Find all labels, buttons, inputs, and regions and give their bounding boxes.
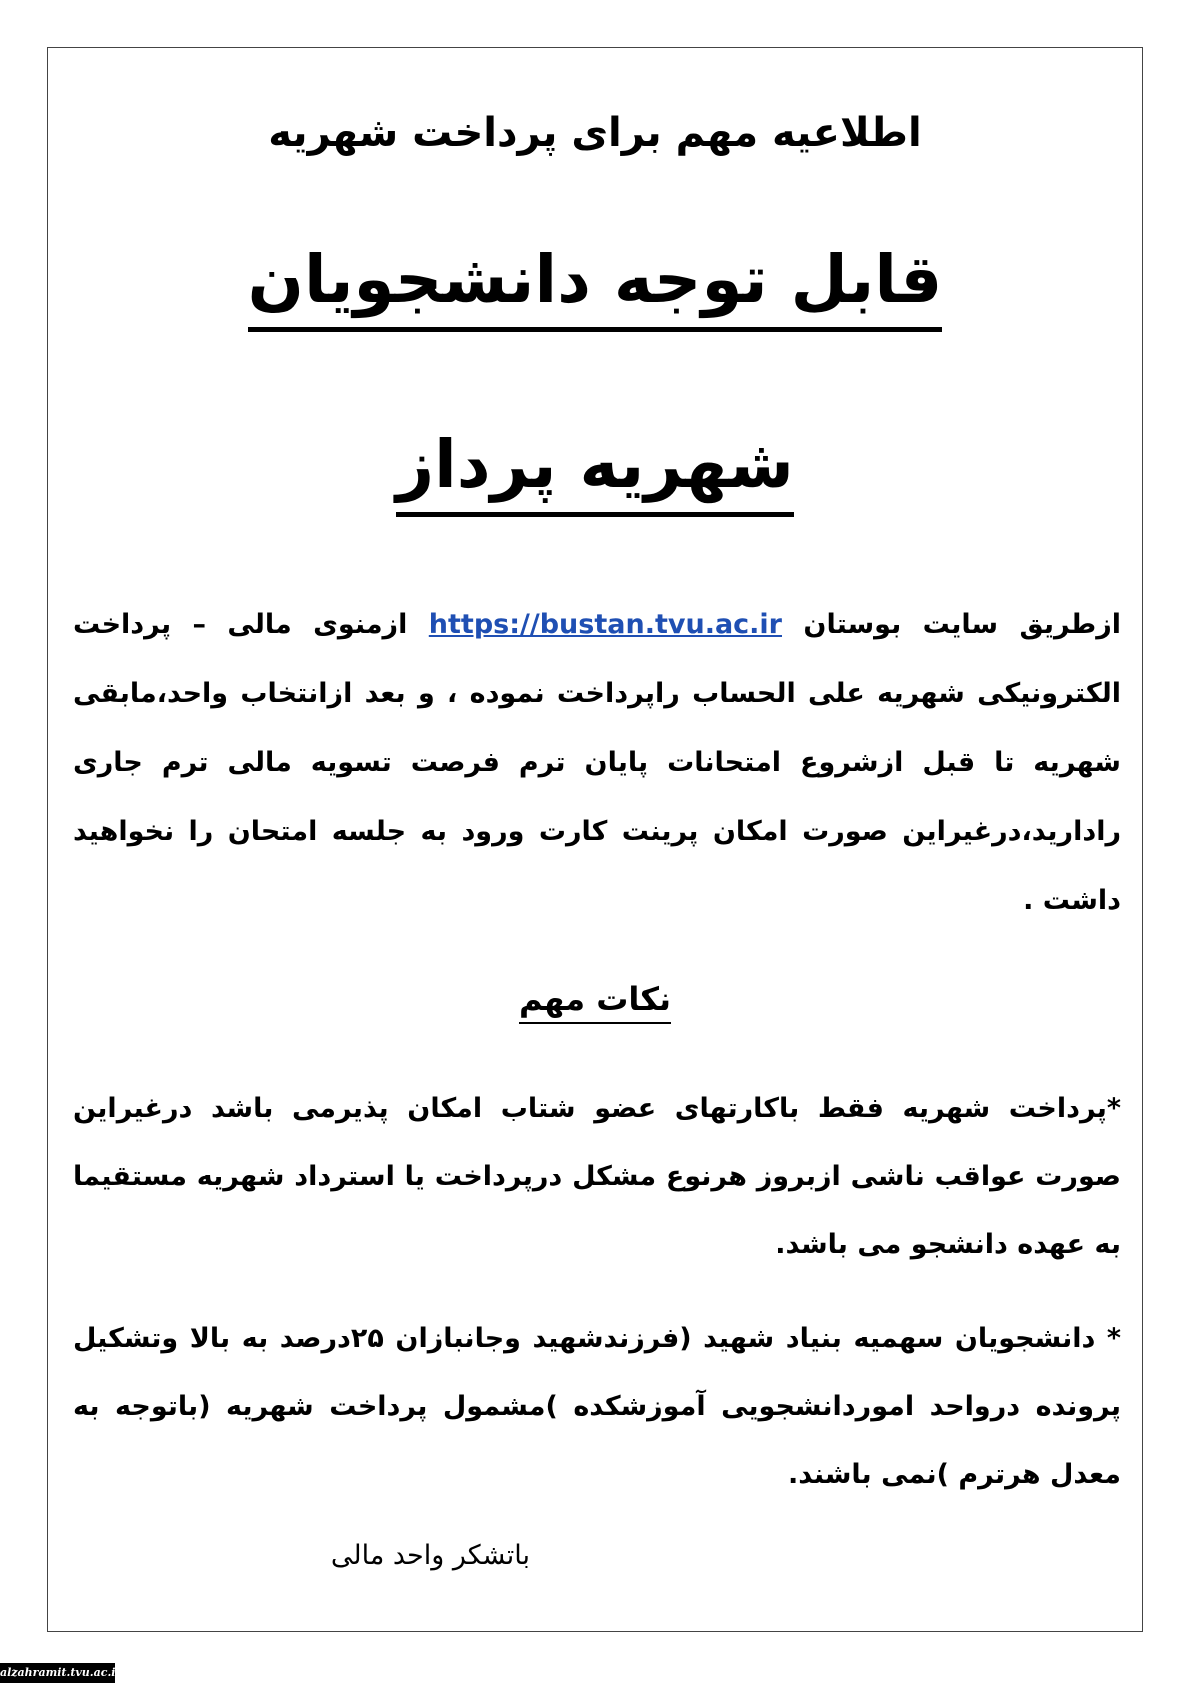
important-point-1: *پرداخت شهریه فقط باکارتهای عضو شتاب امکان پذیرمی باشد درغیراین صورت عواقب ناشی ازبروز هرنوع مشکل درپرداخت یا استرداد شهریه مستقیما به عهده دانشجو می باشد. bbox=[73, 1093, 1121, 1260]
attention-heading-text: قابل توجه دانشجویان bbox=[248, 240, 943, 332]
site-watermark: alzahramit.tvu.ac.ir bbox=[0, 1663, 115, 1683]
important-points-title-text: نکات مهم bbox=[519, 980, 671, 1024]
important-points-title bbox=[0, 980, 1190, 1024]
instructions-intro: ازطریق سایت بوستان bbox=[782, 609, 1121, 640]
signature: باتشکر واحد مالی bbox=[330, 1540, 530, 1571]
important-point-2: * دانشجویان سهمیه بنیاد شهید (فرزندشهید وجانبازان ۲۵درصد به بالا وتشکیل پرونده درواحد اموردانشجویی آموزشکده )مشمول پرداخت شهریه (باتوجه به معدل هرترم )نمی باشند. bbox=[73, 1323, 1121, 1490]
system-name-text: شهریه پرداز bbox=[396, 425, 794, 517]
notice-title: اطلاعیه مهم برای پرداخت شهریه bbox=[268, 110, 922, 156]
bustan-link[interactable]: https://bustan.tvu.ac.ir bbox=[428, 609, 782, 640]
instructions-paragraph bbox=[73, 590, 1121, 935]
attention-heading bbox=[0, 240, 1190, 332]
instructions-body: ازمنوی مالی – پرداخت الکترونیکی شهریه علی الحساب راپرداخت نموده ، و بعد ازانتخاب واحد،مابقی شهریه تا قبل ازشروع امتحانات پایان ترم فرصت تسویه مالی ترم جاری رادارید،درغیراین صورت امکان پرینت کارت ورود به جلسه امتحان را نخواهید داشت . bbox=[73, 609, 1121, 916]
system-name-heading bbox=[0, 425, 1190, 517]
